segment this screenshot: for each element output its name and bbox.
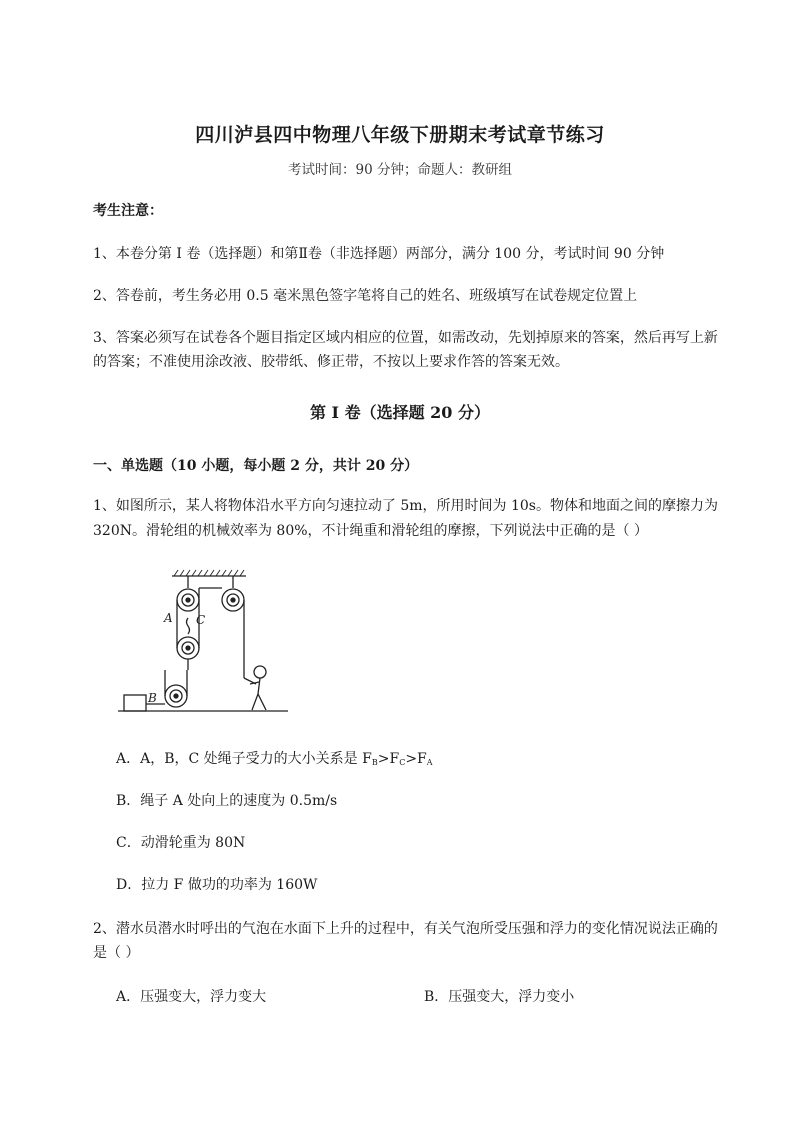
q1-option-c: C．动滑轮重为 80N bbox=[116, 835, 246, 851]
notice-item-3: 3、答案必须写在试卷各个题目指定区域内相应的位置，如需改动，先划掉原来的答案，然后再写上新 bbox=[93, 330, 718, 346]
part-heading: 一、单选题（10 小题，每小题 2 分，共计 20 分） bbox=[93, 458, 419, 474]
page-subtitle: 考试时间：90 分钟；命题人：教研组 bbox=[288, 162, 512, 178]
notice-item-2: 2、答卷前，考生务必用 0.5 毫米黑色签字笔将自己的姓名、班级填写在试卷规定位置上 bbox=[93, 288, 638, 304]
q1-option-a-gt1: >F bbox=[377, 751, 400, 767]
q2-stem-line-1: 2、潜水员潜水时呼出的气泡在水面下上升的过程中，有关气泡所受压强和浮力的变化情况说法正确的 bbox=[93, 921, 718, 937]
ceiling-hatch bbox=[174, 570, 244, 576]
subscript-b: B bbox=[371, 758, 378, 767]
q1-option-a-text: A．A，B，C 处绳子受力的大小关系是 F bbox=[116, 751, 372, 767]
q2-option-a: A．压强变大，浮力变大 bbox=[116, 989, 267, 1005]
label-b: B bbox=[148, 691, 157, 705]
subscript-a: A bbox=[426, 758, 433, 767]
q2-stem-line-2: 是（ ） bbox=[93, 945, 140, 961]
notice-item-1: 1、本卷分第 I 卷（选择题）和第Ⅱ卷（非选择题）两部分，满分 100 分，考试时间 90 分钟 bbox=[93, 246, 665, 262]
person-head bbox=[254, 666, 266, 678]
q1-option-a-gt2: >F bbox=[405, 751, 427, 767]
q1-option-d: D．拉力 F 做功的功率为 160W bbox=[116, 877, 318, 893]
label-a: A bbox=[164, 611, 173, 625]
label-c: C bbox=[196, 613, 206, 627]
pulley-figure bbox=[116, 566, 296, 726]
q1-stem-line-1: 1、如图所示，某人将物体沿水平方向匀速拉动了 5m，所用时间为 10s。物体和地面之间的摩擦力为 bbox=[93, 498, 718, 514]
q1-stem-line-2: 320N。滑轮组的机械效率为 80%，不计绳重和滑轮组的摩擦，下列说法中正确的是（ ） bbox=[93, 523, 648, 539]
page-title: 四川泸县四中物理八年级下册期末考试章节练习 bbox=[195, 124, 605, 146]
section-title: 第 I 卷（选择题 20 分） bbox=[309, 403, 491, 422]
q1-option-b: B．绳子 A 处向上的速度为 0.5m/s bbox=[116, 793, 338, 809]
q2-option-b: B．压强变大，浮力变小 bbox=[424, 989, 575, 1005]
notice-heading: 考生注意： bbox=[93, 203, 163, 219]
block bbox=[124, 695, 146, 711]
notice-item-3-cont: 的答案；不准使用涂改液、胶带纸、修正带，不按以上要求作答的答案无效。 bbox=[93, 354, 569, 370]
subscript-c: C bbox=[399, 758, 406, 767]
q1-option-a bbox=[116, 748, 433, 774]
